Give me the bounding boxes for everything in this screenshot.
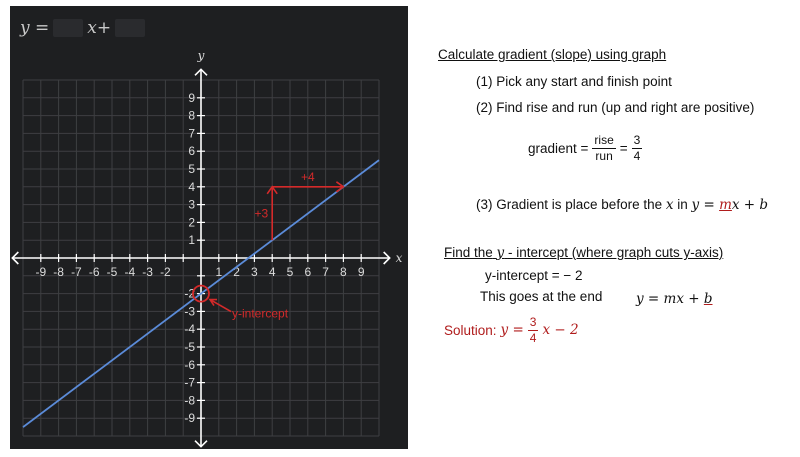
intercept-heading <box>444 245 723 261</box>
solution-denominator: 4 <box>529 330 537 345</box>
y-tick-label: -6 <box>184 357 195 372</box>
y-tick-label: -2 <box>184 286 195 301</box>
y-tick-label: 9 <box>188 90 195 105</box>
x-tick-label: -5 <box>106 265 118 279</box>
gradient-label: gradient = <box>528 140 589 156</box>
rise-over-run <box>592 134 615 162</box>
graph-panel <box>10 6 408 449</box>
gradient-numerator: 3 <box>633 133 641 147</box>
eq-m: m <box>719 197 732 213</box>
x-tick-label: -2 <box>160 265 171 279</box>
x-tick-label: 3 <box>251 265 258 279</box>
x-tick-label: -3 <box>142 265 153 279</box>
y-tick-label: 3 <box>188 197 195 212</box>
step-3-x: x <box>665 197 674 213</box>
x-tick-label: -7 <box>71 265 82 279</box>
eq-y: y <box>691 197 700 213</box>
intercept-heading-b: - intercept (where graph cuts y-axis) <box>507 245 724 260</box>
coordinate-graph <box>10 6 408 449</box>
gradient-formula <box>528 134 642 162</box>
eq-rest: x + b <box>731 197 769 213</box>
solution-numerator: 3 <box>529 315 537 329</box>
step-2: (2) Find rise and run (up and right are positive) <box>476 100 755 115</box>
y-tick-label: -3 <box>184 304 195 319</box>
end-eq-a: y = mx + <box>636 291 704 307</box>
y-tick-label: 7 <box>188 126 195 141</box>
x-tick-label: 1 <box>215 265 223 279</box>
x-tick-label: 6 <box>304 265 312 279</box>
y-tick-label: 4 <box>188 179 195 194</box>
x-tick-label: 9 <box>357 265 365 279</box>
step-3-text: (3) Gradient is place before the <box>476 197 663 212</box>
solution-y: y = <box>500 322 524 339</box>
y-tick-label: 6 <box>188 144 195 159</box>
solution-label: Solution: <box>444 322 497 338</box>
x-tick-label: 8 <box>340 265 347 279</box>
run-label: +4 <box>300 169 315 184</box>
intercept-value: y-intercept = − 2 <box>485 268 583 283</box>
y-tick-label: -4 <box>184 322 195 337</box>
end-equation <box>636 291 713 307</box>
equation-mid: x+ <box>87 18 112 38</box>
x-tick-label: -6 <box>88 265 100 279</box>
x-tick-label: -4 <box>124 265 136 279</box>
intercept-heading-a: Find the <box>444 245 493 260</box>
solution-tail: x − 2 <box>542 322 579 339</box>
gradient-heading: Calculate gradient (slope) using graph <box>438 47 667 62</box>
end-eq-b: b <box>703 291 713 307</box>
x-tick-label: -9 <box>35 265 47 279</box>
rise-text: rise <box>594 133 614 147</box>
y-intercept-label: y-intercept <box>232 306 289 321</box>
y-tick-label: 2 <box>188 215 195 230</box>
x-tick-label: -8 <box>53 265 64 279</box>
equation-lhs: y = <box>20 18 50 38</box>
step-3-in: in <box>677 197 688 212</box>
y-tick-label: -9 <box>184 411 195 426</box>
rise-label: +3 <box>254 206 269 221</box>
x-tick-label: 5 <box>286 265 294 279</box>
run-text: run <box>595 148 613 163</box>
y-axis-label: y <box>197 48 205 63</box>
y-tick-label: -8 <box>184 393 195 408</box>
x-tick-label: 4 <box>268 265 276 279</box>
x-tick-label: 2 <box>233 265 240 279</box>
x-tick-label: 7 <box>322 265 329 279</box>
step-3 <box>476 197 768 213</box>
solution-fraction <box>528 316 539 344</box>
step-1: (1) Pick any start and finish point <box>476 74 672 89</box>
x-axis-label: x <box>395 251 403 265</box>
y-tick-label: 1 <box>188 233 195 248</box>
step-3-equation <box>692 197 769 213</box>
eq-equals: = <box>699 197 720 213</box>
solution <box>444 316 579 344</box>
y-tick-label: -5 <box>184 340 195 354</box>
y-tick-label: 5 <box>188 162 195 176</box>
y-tick-label: -7 <box>184 375 195 390</box>
intercept-heading-y: y <box>496 245 505 261</box>
gradient-denominator: 4 <box>633 148 641 163</box>
end-text: This goes at the end <box>480 289 603 304</box>
y-tick-label: 8 <box>188 108 195 123</box>
equals-sign: = <box>619 140 628 156</box>
gradient-fraction <box>632 134 643 162</box>
